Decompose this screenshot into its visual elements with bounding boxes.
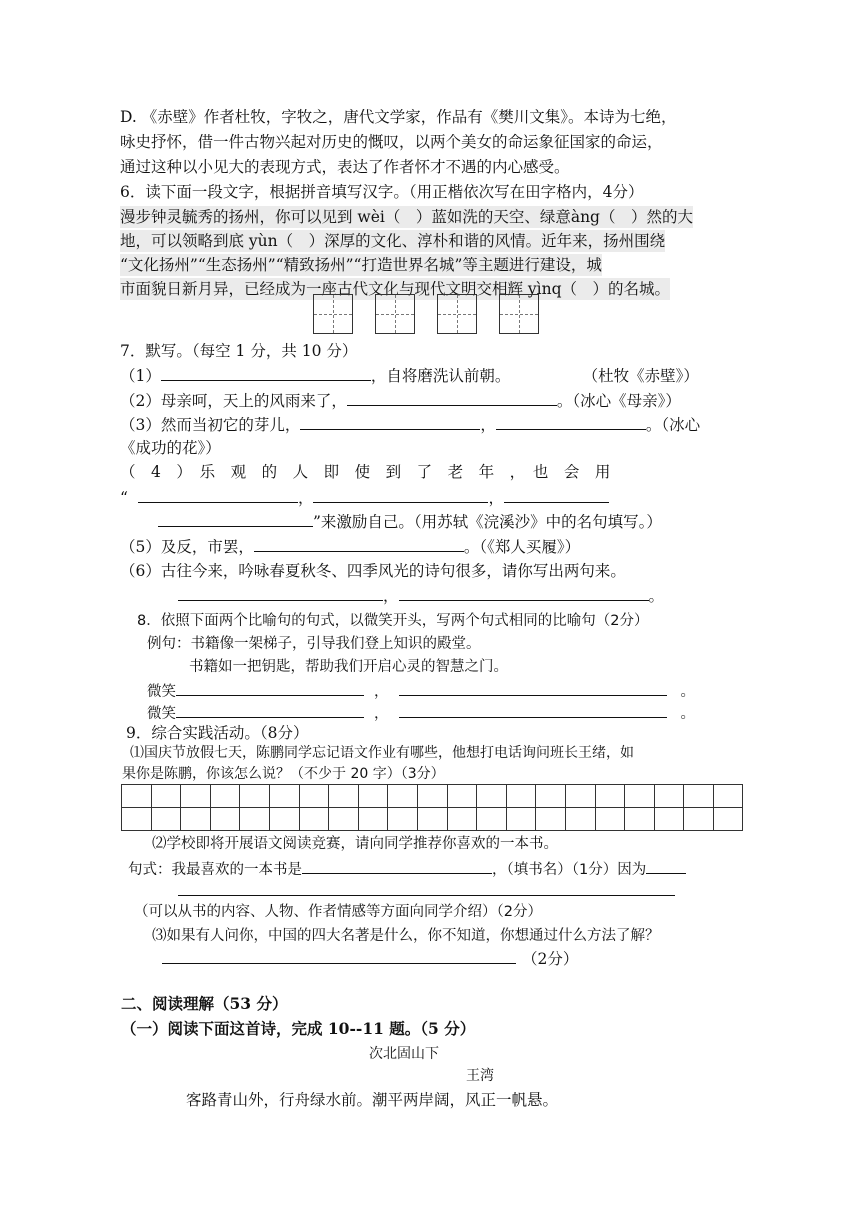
q6-passage-line3: “文化扬州”“生态扬州”“精致扬州”“打造世界名城”等主题进行建设，城 [120,256,602,274]
q7-4-blank-c[interactable] [504,486,609,503]
q7-2-source: 。（冰心《母亲》） [556,392,681,410]
q7-3-blank-a[interactable] [300,413,480,430]
q8-1-weixiao: 微笑 [147,684,176,700]
q7-6-blank-b[interactable] [399,584,649,601]
q7-5-text: （5）及反，市罢， [120,538,254,556]
question-8-title: 8．依照下面两个比喻句的句式，以微笑开头，写两个句式相同的比喻句（2分） [137,613,649,629]
q7-4-blank-d[interactable] [158,510,313,527]
option-d-line3: 通过这种以小见大的表现方式，表达了作者怀才不遇的内心感受。 [120,158,570,176]
q7-3-source: 。（冰心 [645,416,701,434]
q9-2-text: 句式：我最喜欢的一本书是 [128,862,302,878]
section-2-heading: 二、阅读理解（53 分） [121,994,288,1013]
q9-2-book-blank[interactable] [302,857,492,874]
q9-3-blank[interactable] [162,947,516,964]
q7-6-comma: ， [383,587,399,605]
q7-item-3 [120,413,700,436]
q8-example-1: 例句：书籍像一架梯子，引导我们登上知识的殿堂。 [147,636,481,652]
q7-3-text: （3）然而当初它的芽儿， [120,416,301,434]
q7-1-blank[interactable] [161,364,371,381]
q7-4-blank-b[interactable] [313,486,488,503]
q7-5-source: 。（《郑人买履》） [463,538,581,556]
question-9-title: 9．综合实践活动。（8分） [126,724,309,742]
question-7-title: 7．默写。（每空 1 分，共 10 分） [120,342,358,360]
q8-2-comma: ， [374,706,389,722]
q8-1-end: 。 [680,684,695,700]
q9-2-reason-blank[interactable] [646,857,686,874]
q7-3-comma: ， [480,416,496,434]
option-d-line2: 咏史抒怀，借一件古物兴起对历史的慨叹，以两个美女的命运象征国家的命运， [120,133,663,151]
q7-4-comma-a: ， [297,489,314,507]
q7-item-2 [120,389,681,412]
q7-4-blank-a[interactable] [138,486,298,503]
q7-item-4-line3 [158,510,662,533]
q8-2-weixiao: 微笑 [147,706,176,722]
q7-6-end: 。 [648,587,665,605]
q9-1-line2: 果你是陈鹏，你该怎么说？（不少于 20 字）（3分） [122,766,445,782]
q7-item-3-source-cont: 《成功的花》） [120,439,221,457]
q8-2-blank-a[interactable] [176,701,364,718]
q7-item-4-line1: （ 4 ） 乐 观 的 人 即 使 到 了 老 年 ， 也 会 用 [120,463,611,481]
q7-item-6-blanks [178,584,664,607]
q7-4-end: ”来激励自己。（用苏轼《浣溪沙》中的名句填写。） [313,513,662,531]
q7-4-quote: “ [120,489,128,507]
question-6-title: 6．读下面一段文字，根据拼音填写汉字。（用正楷依次写在田字格内，4分） [120,183,644,201]
tianzige-box-2[interactable] [375,294,415,334]
poem-line: 客路青山外，行舟绿水前。潮平两岸阔，风正一帆悬。 [186,1091,559,1109]
section-2-part-1-heading: （一）阅读下面这首诗，完成 10--11 题。（5 分） [121,1019,476,1038]
q9-writing-grid[interactable] [121,784,743,831]
q9-2-reason-line[interactable] [178,879,675,896]
q6-passage-line1: 漫步钟灵毓秀的扬州，你可以见到 wèi（ ）蓝如洗的天空、绿意àng（ ）然的大 [120,208,693,226]
tianzige-box-4[interactable] [499,294,539,334]
q7-1-source: （杜牧《赤壁》） [590,367,699,385]
tianzige-box-3[interactable] [437,294,477,334]
q7-item-5 [120,535,580,558]
q8-1-blank-a[interactable] [176,679,364,696]
q7-item-1 [120,364,699,387]
q6-passage-line2: 地，可以领略到底 yùn（ ）深厚的文化、淳朴和谐的风情。近年来，扬州围绕 [120,232,666,250]
q8-1-blank-b[interactable] [399,679,667,696]
q7-item-6: （6）古往今来，吟咏春夏秋冬、四季风光的诗句很多，请你写出两句来。 [120,562,626,580]
q9-2-hint: （可以从书的内容、人物、作者情感等方面向同学介绍）（2分） [134,904,542,920]
poem-author: 王湾 [466,1068,494,1084]
q7-1-prefix: （1） [120,367,161,385]
option-d-line1: D. 《赤壁》作者杜牧，字牧之，唐代文学家，作品有《樊川文集》。本诗为七绝， [120,108,677,126]
q7-1-text: ，自将磨洗认前朝。 [370,367,511,385]
q8-example-2: 书籍如一把钥匙，帮助我们开启心灵的智慧之门。 [189,659,508,675]
q7-2-text: （2）母亲呵，天上的风雨来了， [120,392,347,410]
q7-3-blank-b[interactable] [496,413,646,430]
q9-3-prompt: ⑶如果有人问你，中国的四大名著是什么，你不知道，你想通过什么方法了解？ [152,928,660,944]
q9-3-answer [162,947,578,970]
q7-5-blank[interactable] [254,535,464,552]
q9-2-note: ，（填书名）（1分）因为 [492,862,647,878]
q7-item-4-line2 [120,486,609,509]
q7-4-comma-b: ， [488,489,504,507]
q9-1-line1: ⑴国庆节放假七天，陈鹏同学忘记语文作业有哪些，他想打电话询问班长王绪，如 [130,745,634,761]
poem-title: 次北固山下 [369,1046,439,1062]
q9-2-prompt: ⑵学校即将开展语文阅读竞赛，请向同学推荐你喜欢的一本书。 [152,836,558,852]
q6-passage-line4: 市面貌日新月异，已经成为一座古代文化与现代文明交相辉 yìnq（ ）的名城。 [120,280,671,298]
tianzige-box-1[interactable] [313,294,353,334]
q8-answer-1 [147,679,695,703]
q8-2-end: 。 [680,706,695,722]
q9-2-sentence [128,857,686,881]
q7-6-blank-a[interactable] [178,584,383,601]
q8-2-blank-b[interactable] [399,701,667,718]
q8-1-comma: ， [374,684,389,700]
q7-2-blank[interactable] [347,389,557,406]
q9-3-score: （2分） [522,950,579,968]
